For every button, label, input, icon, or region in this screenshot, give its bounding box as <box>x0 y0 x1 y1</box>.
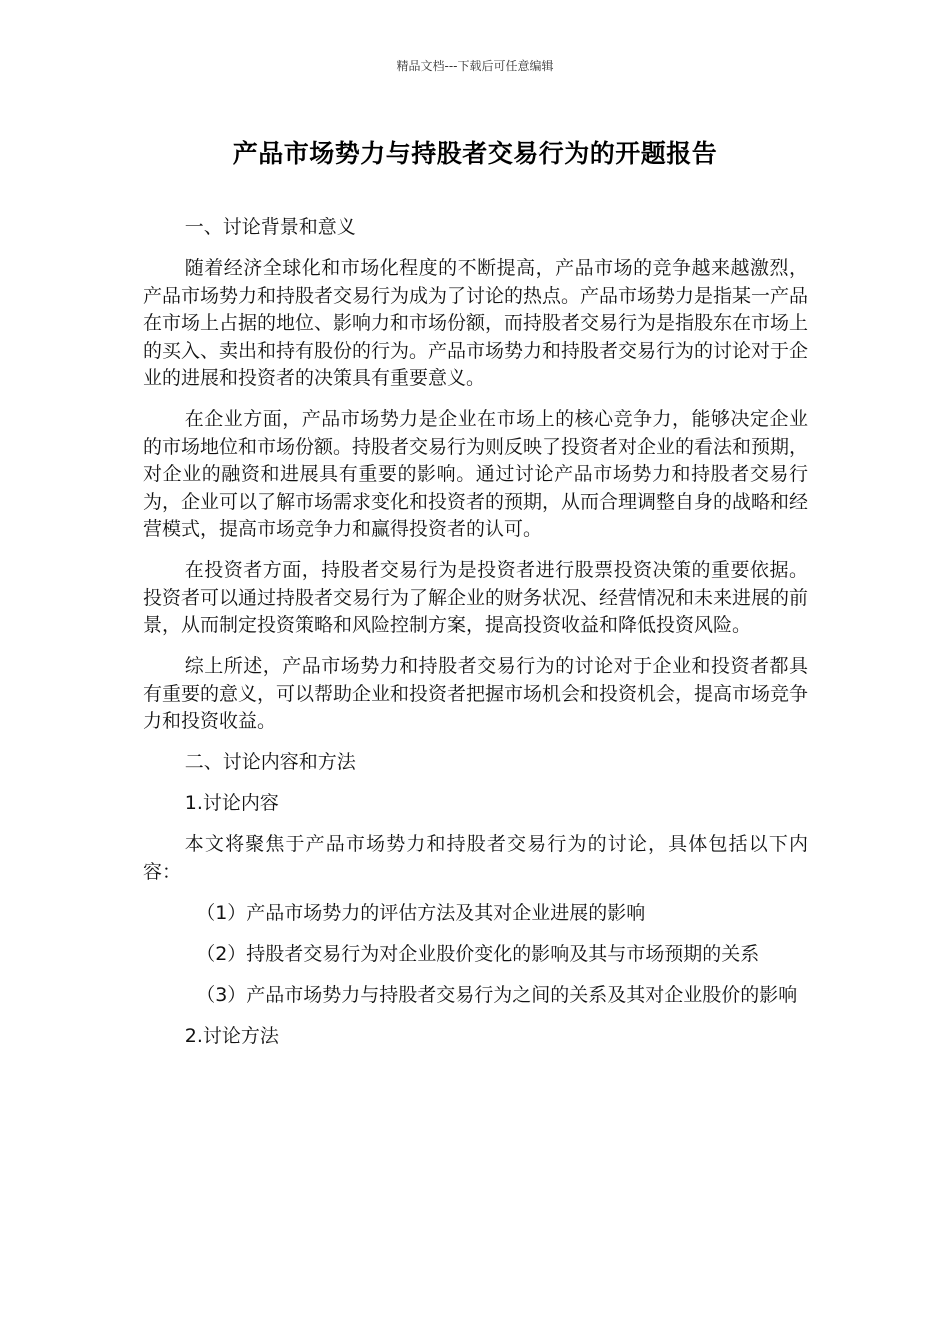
page-header: 精品文档---下载后可任意编辑 <box>396 59 554 73</box>
document-body <box>143 214 808 1064</box>
list-item: （2）持股者交易行为对企业股价变化的影响及其与市场预期的关系 <box>196 942 760 965</box>
paragraph: 本文将聚焦于产品市场势力和持股者交易行为的讨论，具体包括以下内容： <box>143 833 808 883</box>
section-heading-content-method: 二、讨论内容和方法 <box>184 751 356 773</box>
list-item: （1）产品市场势力的评估方法及其对企业进展的影响 <box>196 901 646 924</box>
section-heading-background: 一、讨论背景和意义 <box>184 216 356 238</box>
paragraph: 在企业方面，产品市场势力是企业在市场上的核心竞争力，能够决定企业的市场地位和市场份额。持股者交易行为则反映了投资者对企业的看法和预期，对企业的融资和进展具有重要的影响。通过讨论产品市场势力和持股者交易行为，企业可以了解市场需求变化和投资者的预期，从而合理调整自身的战略和经营模式，提高市场竞争力和赢得投资者的认可。 <box>143 408 809 540</box>
paragraph: 在投资者方面，持股者交易行为是投资者进行股票投资决策的重要依据。投资者可以通过持股者交易行为了解企业的财务状况、经营情况和未来进展的前景，从而制定投资策略和风险控制方案，提高投资收益和降低投资风险。 <box>143 559 809 636</box>
document-title: 产品市场势力与持股者交易行为的开题报告 <box>232 139 718 168</box>
subsection-heading-content: 1.讨论内容 <box>184 792 279 814</box>
paragraph: 随着经济全球化和市场化程度的不断提高，产品市场的竞争越来越激烈，产品市场势力和持股者交易行为成为了讨论的热点。产品市场势力是指某一产品在市场上占据的地位、影响力和市场份额，而持股者交易行为是指股东在市场上的买入、卖出和持有股份的行为。产品市场势力和持股者交易行为的讨论对于企业的进展和投资者的决策具有重要意义。 <box>143 257 809 389</box>
list-item: （3）产品市场势力与持股者交易行为之间的关系及其对企业股价的影响 <box>196 983 798 1006</box>
subsection-heading-method: 2.讨论方法 <box>184 1024 279 1047</box>
paragraph: 综上所述，产品市场势力和持股者交易行为的讨论对于企业和投资者都具有重要的意义，可以帮助企业和投资者把握市场机会和投资机会，提高市场竞争力和投资收益。 <box>143 655 809 732</box>
